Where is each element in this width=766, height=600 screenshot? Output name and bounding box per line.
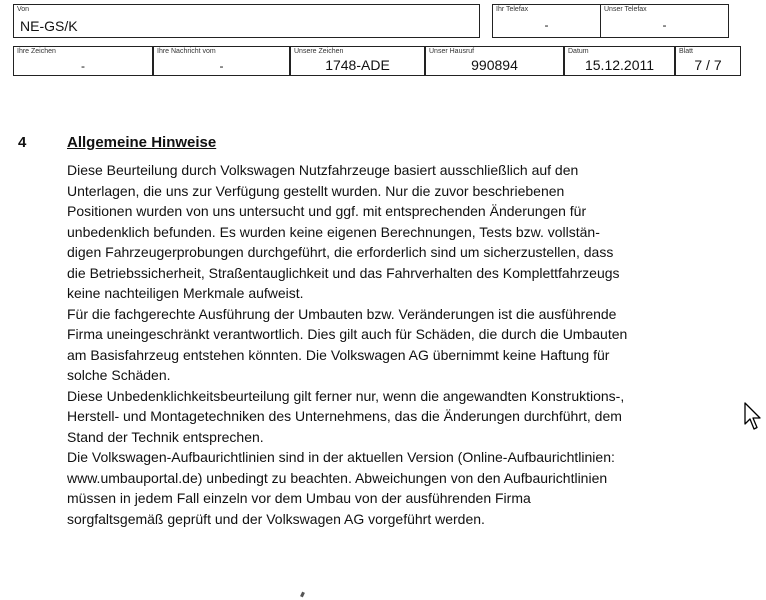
section-number: 4: [18, 134, 27, 151]
body-line: solche Schäden.: [67, 367, 171, 383]
body-line: Diese Unbedenklichkeitsbeurteilung gilt ferner nur, wenn die angewandten Konstruktions-,: [67, 387, 625, 404]
scan-mark: [300, 592, 305, 598]
section-title: Allgemeine Hinweise: [67, 134, 217, 151]
von-value: NE-GS/K: [20, 18, 78, 34]
body-line: www.umbauportal.de) unbedingt zu beachten. Abweichungen von den Aufbaurichtlinien: [67, 469, 608, 486]
unser-hausruf-value: 990894: [471, 57, 518, 73]
unsere-zeichen-field: [290, 46, 425, 76]
unser-telefax-label: Unser Telefax: [604, 6, 647, 13]
body-line: Firma uneingeschränkt verantwortlich. Dies gilt auch für Schäden, die durch die Umbauten: [67, 326, 628, 342]
ihr-telefax-field: [492, 4, 601, 38]
unser-hausruf-field: [425, 46, 564, 76]
datum-label: Datum: [568, 48, 589, 55]
body-line: Positionen wurden von uns untersucht und ggf. mit entsprechenden Änderungen für: [67, 203, 587, 219]
body-line: unbedenklich befunden. Es wurden keine eigenen Berechnungen, Tests bzw. vollstän-: [67, 223, 600, 240]
ihre-zeichen-value: -: [81, 59, 85, 73]
von-field: [13, 4, 480, 38]
ihre-nachricht-vom-field: [153, 46, 290, 76]
unsere-zeichen-value: 1748-ADE: [325, 57, 390, 73]
body-line: Die Volkswagen-Aufbaurichtlinien sind in der aktuellen Version (Online-Aufbaurichtlinien:: [67, 449, 615, 465]
body-line: die Betriebssicherheit, Straßentauglichkeit und das Fahrverhalten des Komplettfahrzeugs: [67, 264, 620, 281]
blatt-value: 7 / 7: [694, 57, 722, 73]
body-line: Für die fachgerechte Ausführung der Umbauten bzw. Veränderungen ist die ausführende: [67, 305, 617, 322]
body-line: am Basisfahrzeug entstehen könnten. Die Volkswagen AG übernimmt keine Haftung für: [67, 346, 610, 363]
ihre-nachricht-vom-value: -: [219, 59, 224, 73]
ihre-zeichen-label: Ihre Zeichen: [17, 48, 56, 55]
von-label: Von: [17, 6, 30, 13]
blatt-label: Blatt: [679, 48, 694, 55]
unsere-zeichen-label: Unsere Zeichen: [294, 48, 344, 55]
body-line: sorgfaltsgemäß geprüft und der Volkswagen AG vorgeführt werden.: [67, 510, 485, 527]
body-line: müssen in jedem Fall einzeln vor dem Umbau von der ausführenden Firma: [67, 490, 531, 506]
body-line: Stand der Technik entsprechen.: [67, 428, 264, 445]
unser-telefax-field: [600, 4, 729, 38]
body-line: Unterlagen, die uns zur Verfügung gestellt wurden. Nur die zuvor beschriebenen: [67, 182, 565, 199]
body-line: digen Fahrzeugerprobungen durchgeführt, die erforderlich sind um sicherzustellen, dass: [67, 244, 614, 260]
mouse-pointer-icon: [744, 402, 762, 432]
unser-telefax-value: -: [662, 18, 667, 32]
blatt-field: [675, 46, 741, 76]
unser-hausruf-label: Unser Hausruf: [429, 48, 475, 55]
ihr-telefax-label: Ihr Telefax: [496, 6, 529, 13]
ihr-telefax-value: -: [544, 18, 549, 32]
ihre-nachricht-vom-label: Ihre Nachricht vom: [157, 48, 216, 55]
body-line: keine nachteiligen Merkmale aufweist.: [67, 285, 304, 301]
section-body: [67, 160, 747, 529]
datum-value: 15.12.2011: [584, 57, 655, 73]
datum-field: [564, 46, 675, 76]
body-line: Diese Beurteilung durch Volkswagen Nutzfahrzeuge basiert ausschließlich auf den: [67, 162, 579, 178]
ihre-zeichen-field: [13, 46, 153, 76]
body-line: Herstell- und Montagetechniken des Unternehmens, das die Änderungen durchführt, dem: [67, 408, 622, 424]
